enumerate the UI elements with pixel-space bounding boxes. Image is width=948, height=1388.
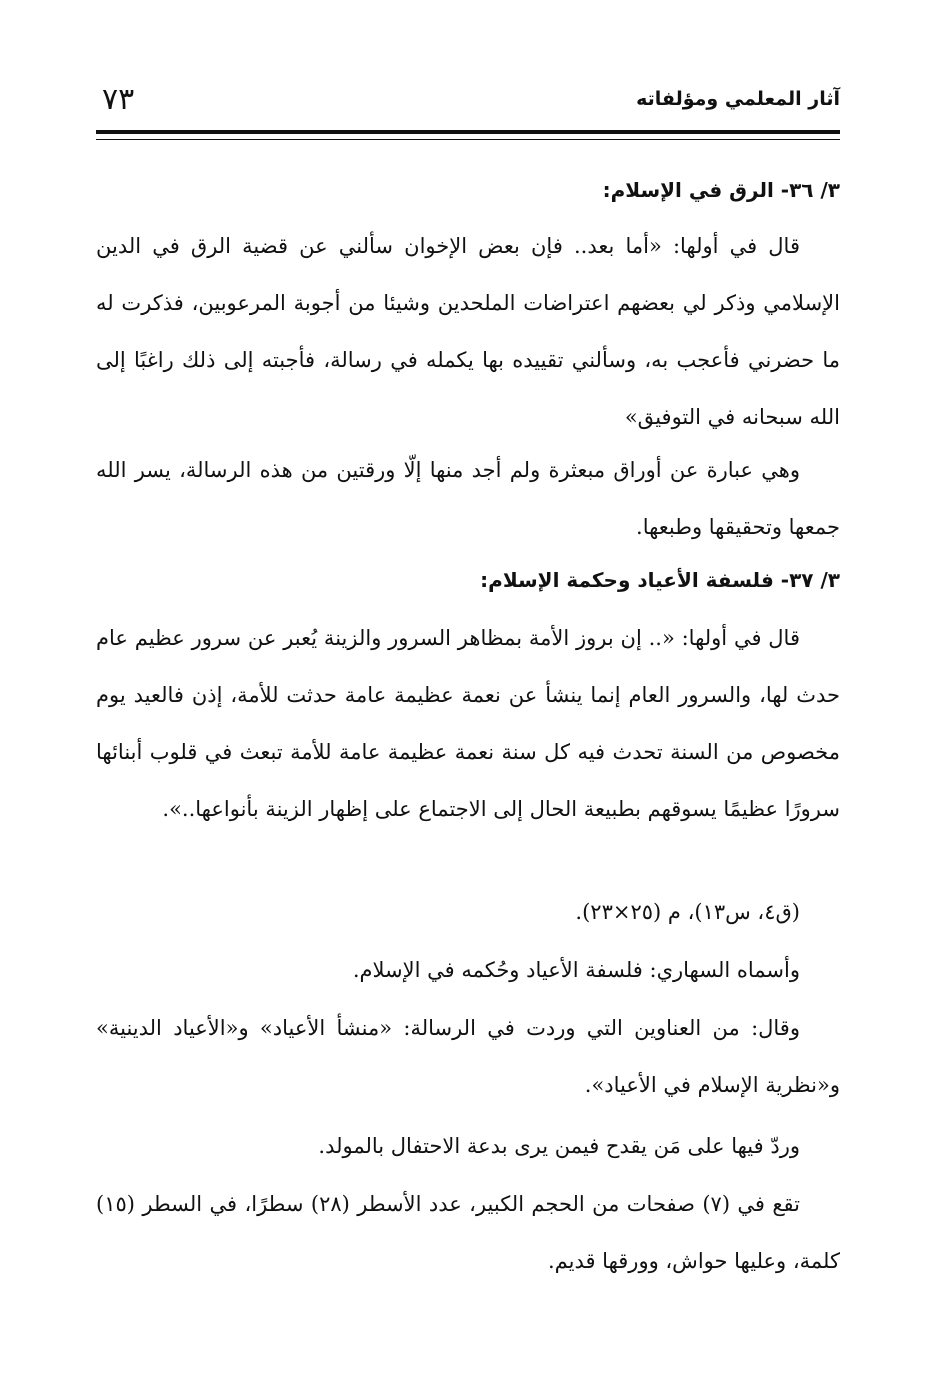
paragraph-7: وردّ فيها على مَن يقدح فيمن يرى بدعة الاحتفال بالمولد.	[318, 1134, 800, 1158]
paragraph-3: قال في أولها: «.. إن بروز الأمة بمظاهر السرور والزينة يُعبر عن سرور عظيم عام حدث لها، والسرور العام إنما ينشأ عن نعمة عظيمة عامة حدثت للأمة، إذن فالعيد يوم مخصوص من السنة تحدث فيه كل سنة نعمة عظيمة عامة للأمة تبعث في قلوب أبنائها سرورًا عظيمًا يسوقهم بطبيعة الحال إلى الاجتماع على إظهار الزينة بأنواعها..».	[96, 626, 840, 821]
paragraph-8: تقع في (٧) صفحات من الحجم الكبير، عدد الأسطر (٢٨) سطرًا، في السطر (١٥) كلمة، وعليها حواش، وورقها قديم.	[96, 1192, 840, 1273]
page-header	[96, 82, 840, 122]
section-heading-37: ٣/ ٣٧- فلسفة الأعياد وحكمة الإسلام:	[480, 568, 840, 592]
header-rule-thick	[96, 130, 840, 134]
paragraph-5: وأسماه السهاري: فلسفة الأعياد وحُكمه في الإسلام.	[352, 958, 800, 982]
paragraph-2: وهي عبارة عن أوراق مبعثرة ولم أجد منها إلّا ورقتين من هذه الرسالة، يسر الله جمعها وتحقيقها وطبعها.	[96, 458, 840, 539]
paragraph-1: قال في أولها: «أما بعد.. فإن بعض الإخوان سألني عن قضية الرق في الدين الإسلامي وذكر لي بعضهم اعتراضات الملحدين وشيئا من أجوبة المرعوبين، فذكرت له ما حضرني فأعجب به، وسألني تقييده بها يكمله في رسالة، فأجبته إلى ذلك راغبًا إلى الله سبحانه في التوفيق»	[96, 234, 840, 429]
page-number: ٧٣	[102, 82, 135, 117]
paragraph-6: وقال: من العناوين التي وردت في الرسالة: «منشأ الأعياد» و«الأعياد الدينية» و«نظرية الإسلام في الأعياد».	[96, 1016, 840, 1097]
running-title: آثار المعلمي ومؤلفاته	[636, 88, 840, 110]
header-rule-thin	[96, 139, 840, 140]
paragraph-4: (ق٤، س١٣)، م (٢٥×٢٣).	[575, 900, 800, 924]
section-heading-36: ٣/ ٣٦- الرق في الإسلام:	[602, 178, 840, 202]
